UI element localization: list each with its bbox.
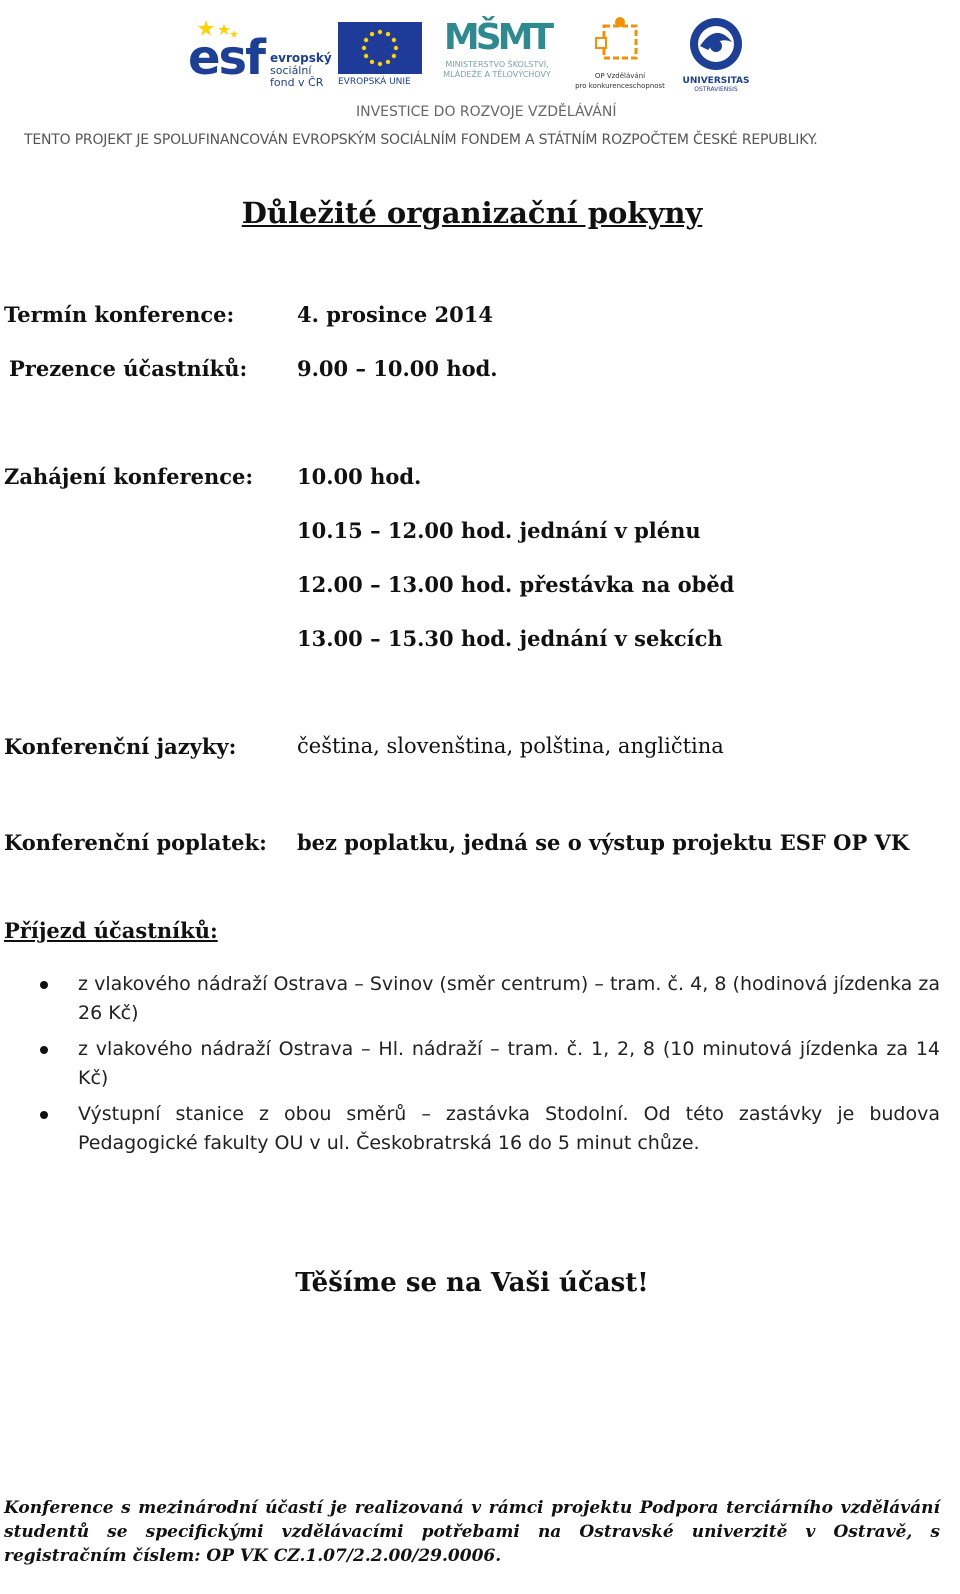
op-puzzle-icon [590, 16, 650, 66]
list-item [38, 1035, 940, 1093]
eu-caption: EVROPSKÁ UNIE [338, 77, 411, 87]
languages-value: čeština, slovenština, polština, angličtina [297, 734, 724, 758]
schedule-item: 13.00 – 15.30 hod. jednání v sekcích [297, 626, 723, 651]
msmt-logo [428, 16, 566, 88]
footer-note: Konference s mezinárodní účastí je realizovaná v rámci projektu Podpora terciárního vzdělávání studentů se specifickými vzdělávacími potřebami na Ostravské univerzitě v Ostravě, s registračním číslem: OP VK CZ.1.07/2.2.00/29.0006. [4, 1498, 940, 1566]
university-sub: OSTRAVIENSIS [694, 86, 738, 93]
eu-star-icon [378, 30, 382, 34]
opening-label: Zahájení konference: [4, 464, 254, 489]
arrival-heading: Příjezd účastníků: [4, 918, 218, 943]
fee-value: bez poplatku, jedná se o výstup projektu ESF OP VK [297, 830, 910, 855]
term-value: 4. prosince 2014 [297, 302, 493, 327]
op-logo [574, 16, 666, 92]
eu-star-icon [362, 46, 366, 50]
list-item-text: Výstupní stanice z obou směrů – zastávka Stodolní. Od této zastávky je budova Pedagogické fakulty OU v ul. Českobratrská 16 do 5 minut chůze. [78, 1103, 940, 1154]
term-label: Termín konference: [4, 302, 235, 327]
languages-label: Konferenční jazyky: [4, 734, 237, 759]
university-logo [676, 16, 756, 96]
bullet-icon [40, 981, 48, 989]
op-line1: OP Vzdělávání [594, 72, 646, 80]
list-item-text: z vlakového nádraží Ostrava – Hl. nádraží – tram. č. 1, 2, 8 (10 minutová jízdenka za 14 Kč) [78, 1038, 940, 1089]
msmt-line2: MLÁDEŽE A TĚLOVÝCHOVY [443, 70, 551, 79]
eu-star-icon [378, 62, 382, 66]
university-swirl-icon [686, 16, 746, 72]
eu-star-icon [386, 32, 390, 36]
presence-value: 9.00 – 10.00 hod. [297, 356, 498, 381]
msmt-mark: MŠMT [443, 17, 551, 58]
eu-star-icon [386, 60, 390, 64]
esf-line2: sociální [270, 64, 312, 77]
university-name: UNIVERSITAS [682, 76, 750, 86]
msmt-line1: MINISTERSTVO ŠKOLSTVÍ, [445, 60, 549, 69]
eu-star-icon [364, 38, 368, 42]
presence-label: Prezence účastníků: [9, 356, 248, 381]
op-line2: pro konkurenceschopnost [575, 82, 665, 90]
eu-star-icon [364, 54, 368, 58]
eu-star-icon [392, 54, 396, 58]
cofinance-note: TENTO PROJEKT JE SPOLUFINANCOVÁN EVROPSKÝM SOCIÁLNÍM FONDEM A STÁTNÍM ROZPOČTEM ČESKÉ REPUBLIKY. [24, 132, 818, 148]
eu-star-icon [370, 32, 374, 36]
esf-line1: evropský [270, 51, 332, 65]
page-title: Důležité organizační pokyny [241, 196, 703, 230]
esf-line3: fond v ČR [270, 76, 324, 89]
eu-star-icon [392, 38, 396, 42]
list-item [38, 970, 940, 1028]
arrival-list [38, 970, 940, 1165]
list-item-text: z vlakového nádraží Ostrava – Svinov (směr centrum) – tram. č. 4, 8 (hodinová jízdenka za 26 Kč) [78, 973, 940, 1024]
eu-star-icon [370, 60, 374, 64]
opening-value: 10.00 hod. [297, 464, 422, 489]
investment-tagline: INVESTICE DO ROZVOJE VZDĚLÁVÁNÍ [356, 104, 617, 120]
schedule-item: 12.00 – 13.00 hod. přestávka na oběd [297, 572, 735, 597]
esf-caption [270, 52, 332, 89]
eu-flag-icon [338, 22, 422, 74]
esf-logo [188, 18, 330, 92]
bullet-icon [40, 1046, 48, 1054]
closing-message: Těšíme se na Vaši účast! [295, 1268, 649, 1298]
schedule-item: 10.15 – 12.00 hod. jednání v plénu [297, 518, 701, 543]
bullet-icon [40, 1111, 48, 1119]
fee-label: Konferenční poplatek: [4, 830, 267, 855]
eu-star-icon [394, 46, 398, 50]
logo-header [0, 0, 960, 160]
esf-letters: esf [188, 30, 265, 86]
eu-logo [338, 22, 424, 90]
list-item [38, 1100, 940, 1158]
